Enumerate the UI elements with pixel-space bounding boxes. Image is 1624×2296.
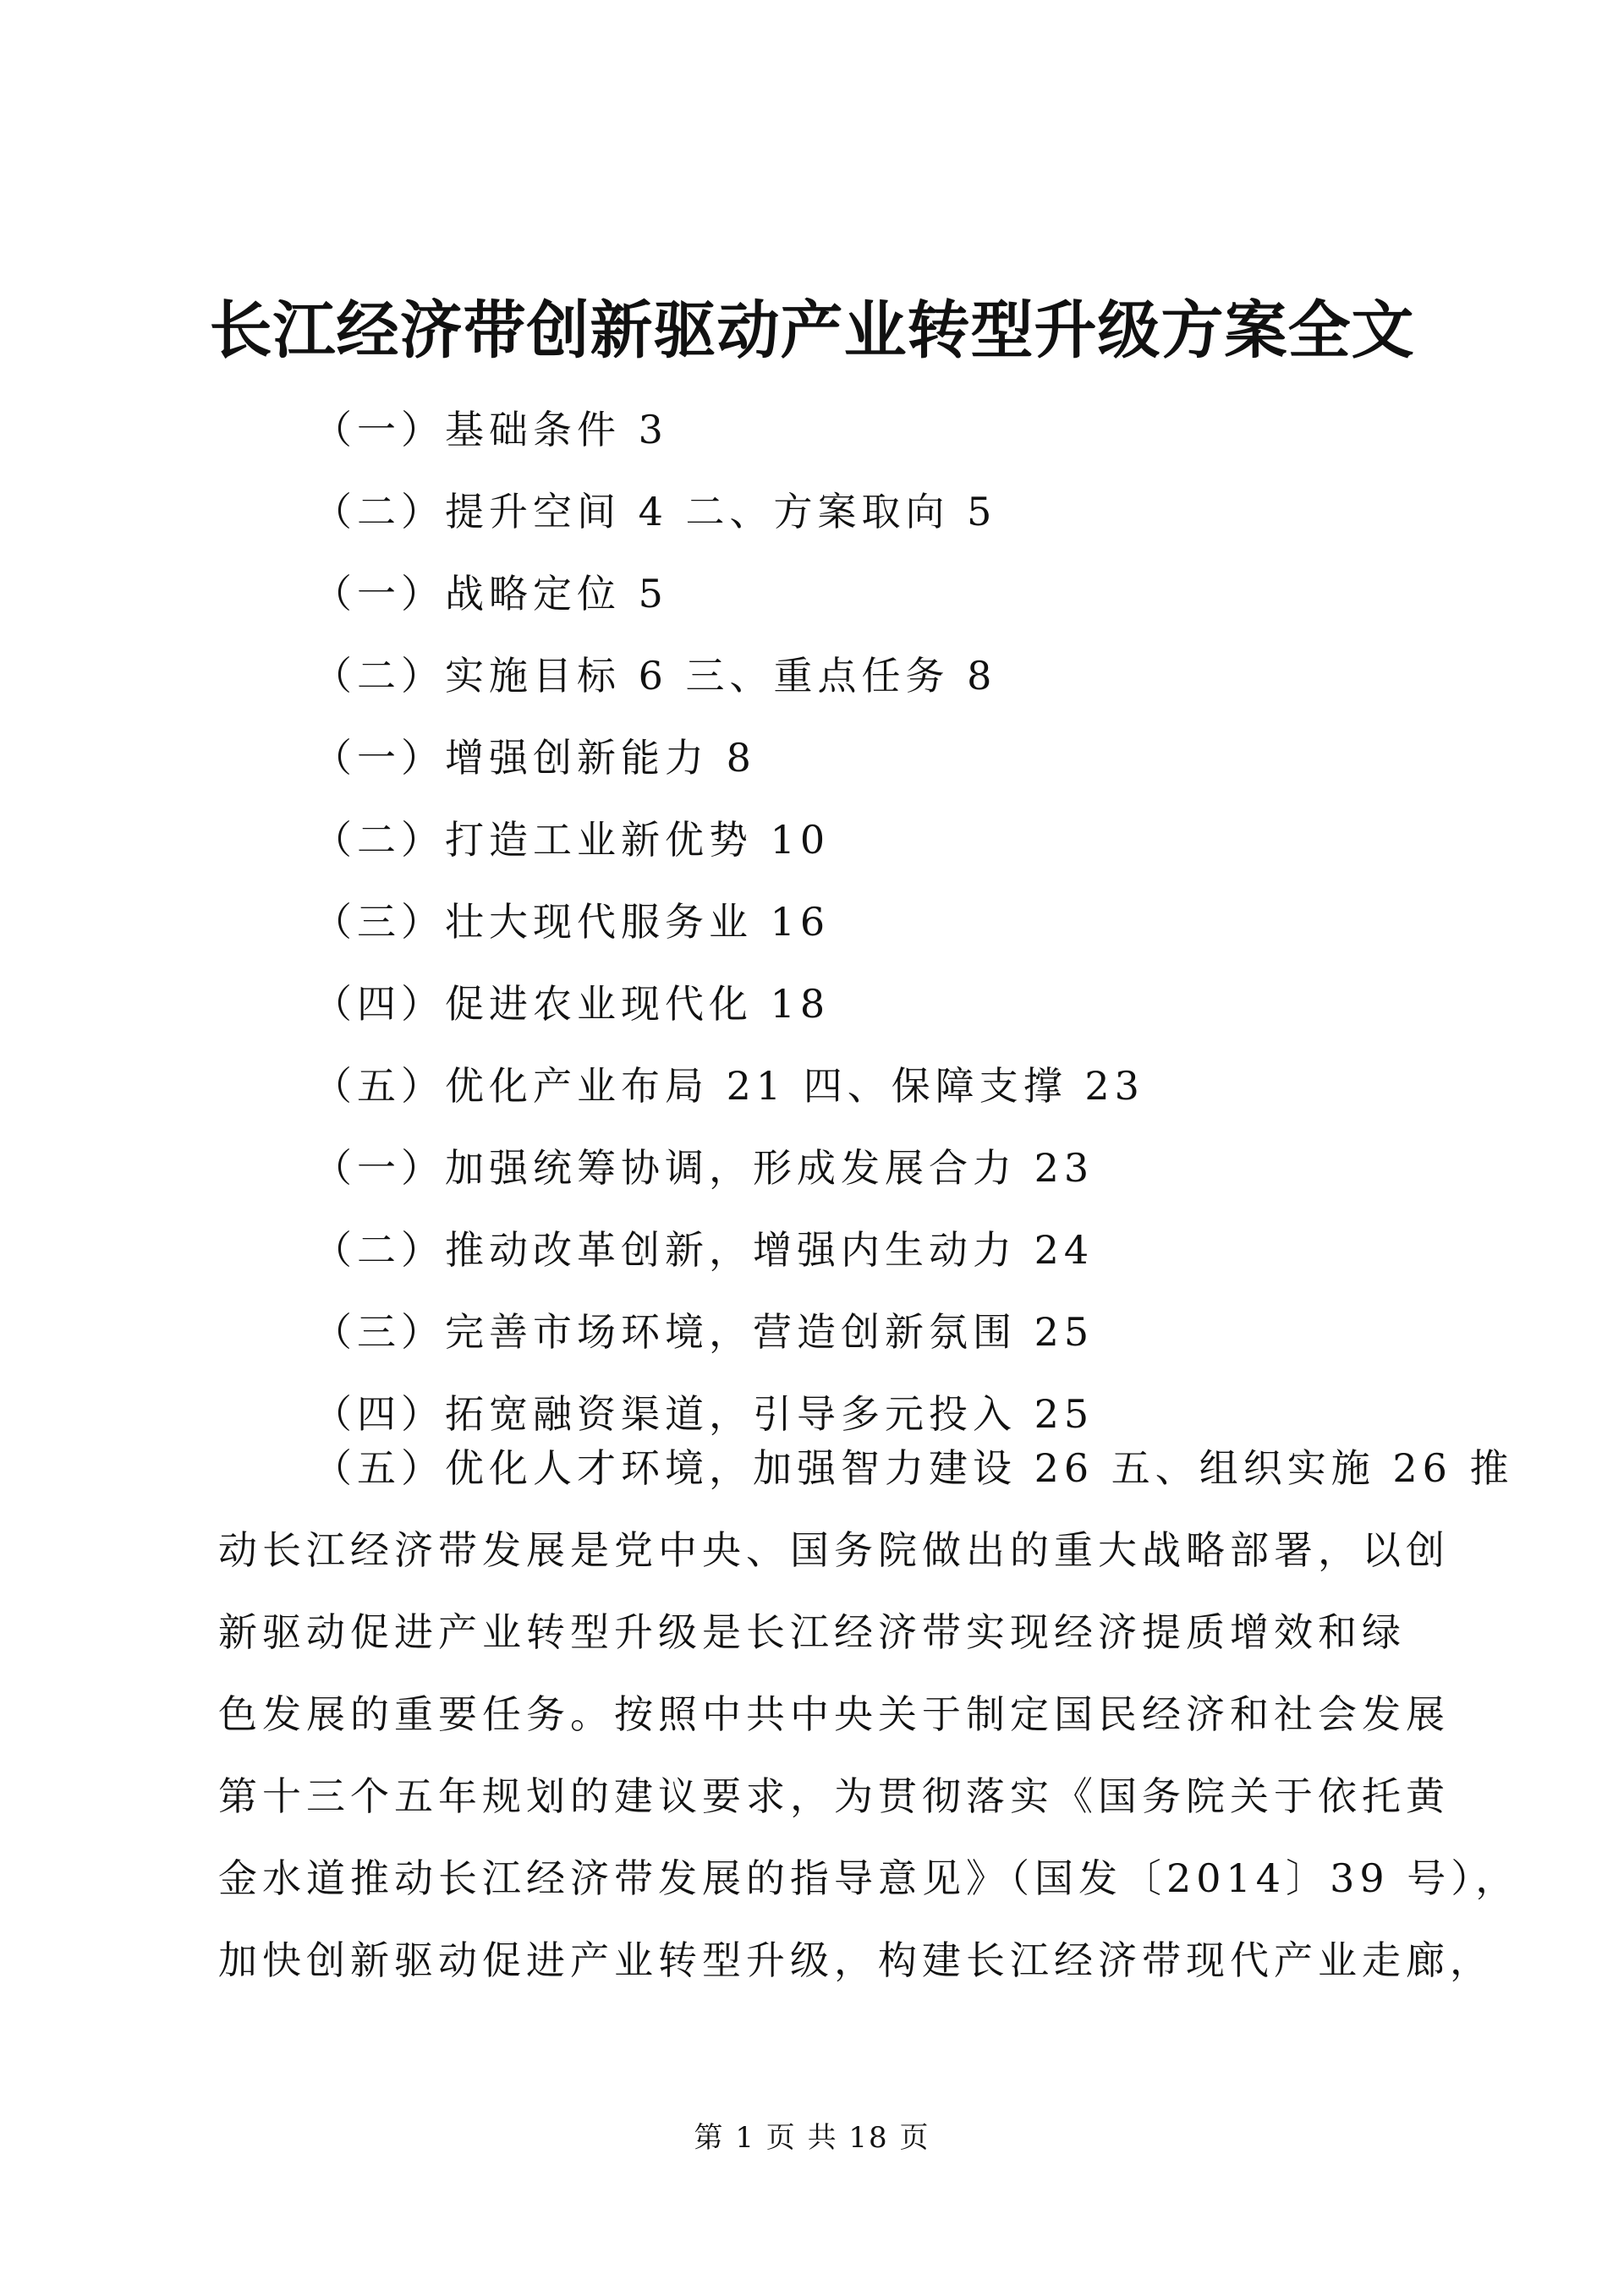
page-footer: 第 1 页 共 18 页 [694,2121,930,2155]
body-line: 色发展的重要任务。按照中共中央关于制定国民经济和社会发展 [218,1691,1450,1737]
body-line: 新驱动促进产业转型升级是长江经济带实现经济提质增效和绿 [218,1609,1406,1655]
document-title: 长江经济带创新驱动产业转型升级方案全文 [209,294,1415,367]
table-of-contents [313,389,1144,1455]
body-line: （五）优化人才环境，加强智力建设 26 五、组织实施 26 推 [313,1445,1514,1491]
toc-item: （二）推动改革创新，增强内生动力 24 [313,1227,1095,1273]
toc-item: （一）增强创新能力 8 [313,735,756,781]
body-line: 加快创新驱动促进产业转型升级，构建长江经济带现代产业走廊， [218,1937,1494,1983]
toc-item: （二）实施目标 6 三、重点任务 8 [313,653,997,699]
body-line: 金水道推动长江经济带发展的指导意见》（国发〔2014〕39 号）， [218,1855,1520,1901]
toc-item: （二）打造工业新优势 10 [313,817,831,863]
toc-item: （一）加强统筹协调，形成发展合力 23 [313,1145,1095,1191]
toc-item: （三）壮大现代服务业 16 [313,899,831,945]
toc-item: （二）提升空间 4 二、方案取向 5 [313,489,997,534]
body-line: 动长江经济带发展是党中央、国务院做出的重大战略部署，以创 [218,1527,1450,1573]
toc-item: （四）拓宽融资渠道，引导多元投入 25 [313,1391,1095,1437]
toc-item: （三）完善市场环境，营造创新氛围 25 [313,1309,1095,1355]
body-line: 第十三个五年规划的建议要求，为贯彻落实《国务院关于依托黄 [218,1773,1450,1819]
body-paragraph [218,1427,1519,2002]
toc-item: （五）优化产业布局 21 四、保障支撑 23 [313,1063,1144,1109]
toc-item: （四）促进农业现代化 18 [313,981,831,1027]
toc-item: （一）战略定位 5 [313,571,668,616]
toc-item: （一）基础条件 3 [313,407,668,452]
